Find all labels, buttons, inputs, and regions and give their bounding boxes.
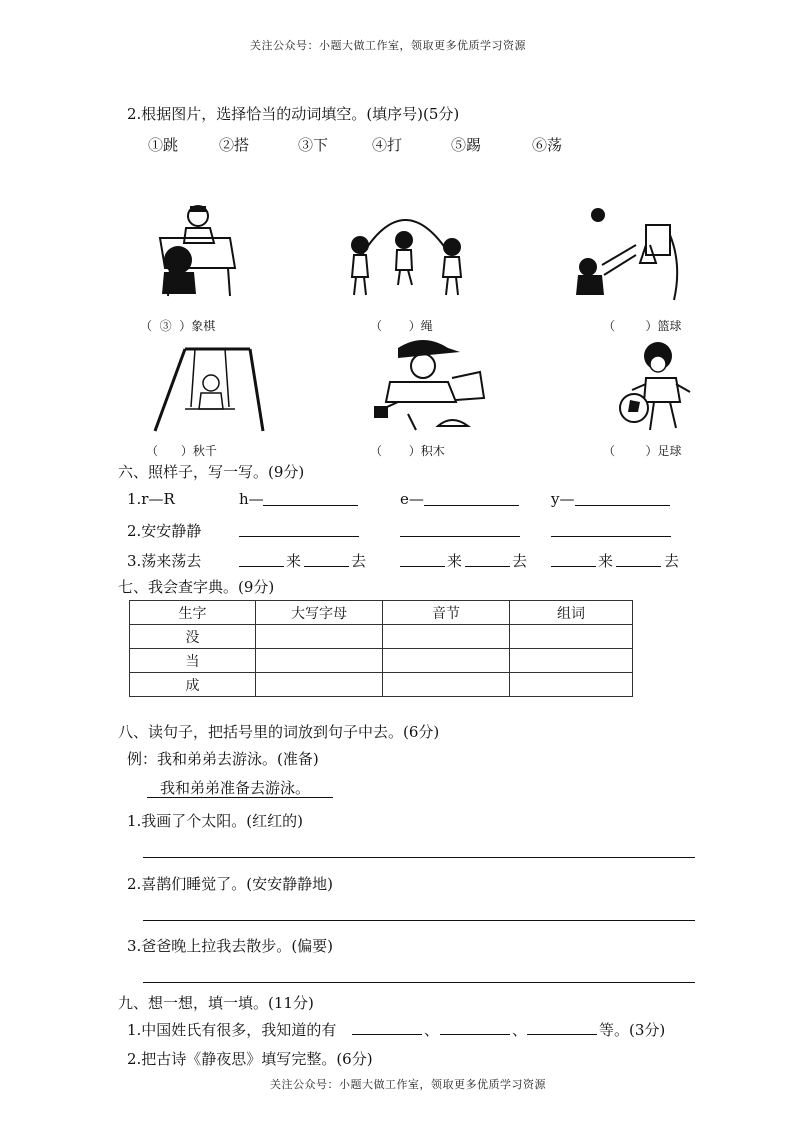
caption-chess-blank[interactable]: ③ [159, 319, 172, 333]
s8-item-1: 1.我画了个太阳。(红红的) [127, 812, 304, 830]
caption-chess-word: 象棋 [191, 319, 216, 333]
swing-illustration [145, 345, 267, 435]
s8-example-answer: 我和弟弟准备去游泳。 [160, 779, 311, 797]
s9-q1-suffix: 等。(3分) [599, 1021, 666, 1039]
s6-row2-blank-1[interactable] [239, 536, 359, 537]
answer-cell[interactable] [256, 649, 383, 673]
s8-answer-line-2[interactable] [143, 920, 695, 921]
s6-row3-blank-2b[interactable] [465, 566, 510, 567]
answer-cell[interactable] [383, 673, 510, 697]
caption-chess: （ ③ ）象棋 [140, 319, 216, 333]
caption-rope: （ ）绳 [370, 319, 433, 333]
s6-row3-qu-3: 去 [664, 552, 680, 570]
s8-item-3: 3.爸爸晚上拉我去散步。(偏要) [127, 937, 334, 955]
s8-example-underline [147, 797, 333, 798]
answer-cell[interactable] [383, 649, 510, 673]
s9-q1-prefix: 1.中国姓氏有很多，我知道的有 [127, 1021, 337, 1039]
char-cell: 没 [130, 625, 256, 649]
option-5: ⑤踢 [451, 136, 482, 154]
s6-row3-blank-2a[interactable] [400, 566, 445, 567]
s6-row3-lai-3: 来 [598, 552, 614, 570]
option-6: ⑥荡 [532, 136, 563, 154]
header-words: 组词 [510, 601, 633, 625]
q2-title: 2.根据图片，选择恰当的动词填空。(填序号)(5分) [127, 105, 460, 123]
s6-row3-lai-2: 来 [447, 552, 463, 570]
caption-basketball-word: 篮球 [657, 319, 682, 333]
caption-rope-word: 绳 [420, 319, 433, 333]
s9-surname-blank-2[interactable] [440, 1034, 510, 1035]
header-capital: 大写字母 [256, 601, 383, 625]
caption-soccer-word: 足球 [657, 444, 682, 458]
s9-surname-blank-3[interactable] [527, 1034, 597, 1035]
option-3: ③下 [298, 136, 329, 154]
caption-blocks-word: 积木 [420, 444, 445, 458]
s6-row2-example: 2.安安静静 [127, 522, 202, 540]
char-cell: 当 [130, 649, 256, 673]
s8-example: 例：我和弟弟去游泳。(准备) [127, 750, 319, 768]
s6-row2-blank-2[interactable] [400, 536, 520, 537]
s6-row1-h: h— [239, 490, 264, 508]
s9-q2: 2.把古诗《静夜思》填写完整。(6分) [127, 1050, 373, 1068]
table-row [130, 625, 633, 649]
s6-row3-blank-3b[interactable] [616, 566, 661, 567]
answer-cell[interactable] [510, 673, 633, 697]
table-row [130, 673, 633, 697]
s9-sep-1: 、 [424, 1021, 440, 1039]
dictionary-table [129, 600, 633, 697]
basketball-illustration [570, 205, 680, 305]
s6-row3-lai-1: 来 [286, 552, 302, 570]
soccer-illustration [610, 340, 695, 435]
s6-row3-qu-1: 去 [351, 552, 367, 570]
option-1: ①跳 [148, 136, 179, 154]
caption-soccer: （ ）足球 [603, 444, 682, 458]
s6-row3-qu-2: 去 [512, 552, 528, 570]
header-char: 生字 [130, 601, 256, 625]
s6-row1-e-blank[interactable] [424, 505, 519, 506]
header-syllable: 音节 [383, 601, 510, 625]
s6-row3-blank-3a[interactable] [551, 566, 596, 567]
caption-basketball: （ ）篮球 [603, 319, 682, 333]
s6-row1-y: y— [551, 490, 575, 508]
answer-cell[interactable] [510, 649, 633, 673]
section-8-title: 八、读句子，把括号里的词放到句子中去。(6分) [118, 723, 440, 741]
section-6-title: 六、照样子，写一写。(9分) [118, 463, 305, 481]
table-header-row [130, 601, 633, 625]
section-9-title: 九、想一想，填一填。(11分) [118, 994, 314, 1012]
char-cell: 成 [130, 673, 256, 697]
caption-swing-word: 秋千 [192, 444, 217, 458]
answer-cell[interactable] [256, 673, 383, 697]
building-blocks-illustration [368, 338, 493, 438]
s6-row1-e: e— [400, 490, 424, 508]
s9-sep-2: 、 [512, 1021, 528, 1039]
s6-row1-h-blank[interactable] [263, 505, 358, 506]
s6-row3-blank-1a[interactable] [239, 566, 284, 567]
chess-players-illustration [150, 198, 245, 300]
answer-cell[interactable] [383, 625, 510, 649]
caption-swing: （ ）秋千 [146, 444, 217, 458]
s8-answer-line-3[interactable] [143, 982, 695, 983]
answer-cell[interactable] [510, 625, 633, 649]
header-note: 关注公众号：小题大做工作室，领取更多优质学习资源 [250, 39, 526, 52]
jump-rope-illustration [340, 205, 475, 300]
caption-blocks: （ ）积木 [370, 444, 445, 458]
footer-note: 关注公众号：小题大做工作室，领取更多优质学习资源 [270, 1078, 546, 1091]
table-row [130, 649, 633, 673]
s6-row3-example: 3.荡来荡去 [127, 552, 202, 570]
s6-row1-y-blank[interactable] [575, 505, 670, 506]
section-7-title: 七、我会查字典。(9分) [118, 578, 275, 596]
s6-row1-example: 1.r—R [127, 490, 175, 508]
s8-answer-line-1[interactable] [143, 857, 695, 858]
option-4: ④打 [372, 136, 403, 154]
s9-surname-blank-1[interactable] [352, 1034, 422, 1035]
s6-row2-blank-3[interactable] [551, 536, 671, 537]
answer-cell[interactable] [256, 625, 383, 649]
s6-row3-blank-1b[interactable] [304, 566, 349, 567]
option-2: ②搭 [219, 136, 250, 154]
s8-item-2: 2.喜鹊们睡觉了。(安安静静地) [127, 875, 334, 893]
